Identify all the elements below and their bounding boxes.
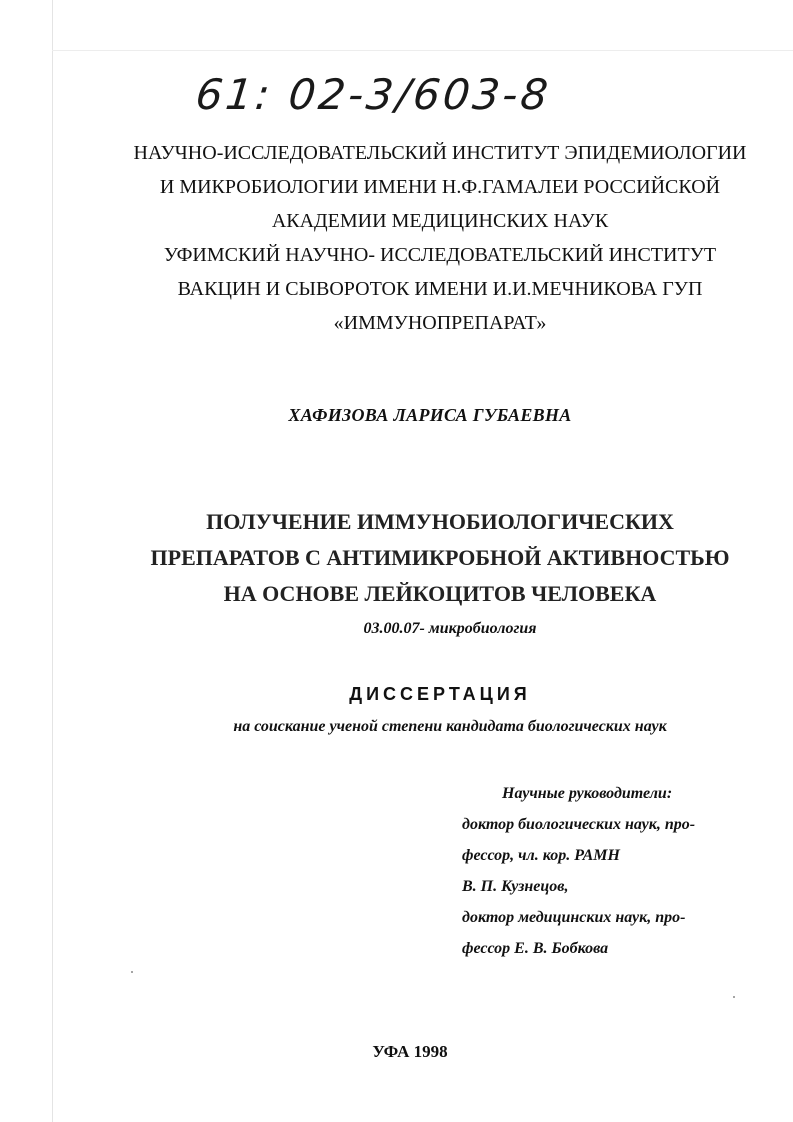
supervisor-line: доктор медицинских наук, про- [462,909,686,926]
institution-line: «ИММУНОПРЕПАРАТ» [333,312,547,334]
institutions-block [100,136,780,340]
scan-edge-line [52,0,53,1122]
title-line: ПОЛУЧЕНИЕ ИММУНОБИОЛОГИЧЕСКИХ [206,509,674,534]
scan-speck [733,996,735,998]
title-line: НА ОСНОВЕ ЛЕЙКОЦИТОВ ЧЕЛОВЕКА [223,581,657,606]
title-line: ПРЕПАРАТОВ С АНТИМИКРОБНОЙ АКТИВНОСТЬЮ [150,545,730,570]
supervisors-block [462,778,762,964]
document-type: ДИССЕРТАЦИЯ [349,684,531,704]
supervisor-line: доктор биологических наук, про- [462,816,696,833]
supervisor-line: фессор Е. В. Бобкова [462,940,609,957]
institution-line: НАУЧНО-ИССЛЕДОВАТЕЛЬСКИЙ ИНСТИТУТ ЭПИДЕМИОЛОГИИ [133,142,747,164]
supervisors-heading: Научные руководители: [502,785,673,802]
supervisor-line: В. П. Кузнецов, [462,878,569,895]
institution-line: УФИМСКИЙ НАУЧНО- ИССЛЕДОВАТЕЛЬСКИЙ ИНСТИТУТ [163,244,717,266]
handwritten-archive-number: 61: 02-3/603-8 [193,70,554,119]
institution-line: И МИКРОБИОЛОГИИ ИМЕНИ Н.Ф.ГАМАЛЕИ РОССИЙСКОЙ [159,176,721,198]
degree-purpose: на соискание ученой степени кандидата биологических наук [233,718,667,735]
city-year: УФА 1998 [372,1042,448,1061]
scan-speck [131,971,133,973]
author-name: ХАФИЗОВА ЛАРИСА ГУБАЕВНА [288,405,572,425]
specialty-code: 03.00.07- микробиология [363,620,537,637]
institution-line: ВАКЦИН И СЫВОРОТОК ИМЕНИ И.И.МЕЧНИКОВА ГУП [177,278,703,300]
supervisor-line: фессор, чл. кор. РАМН [462,847,620,864]
institution-line: АКАДЕМИИ МЕДИЦИНСКИХ НАУК [271,210,609,232]
scan-top-line [52,50,793,51]
thesis-title [130,504,750,612]
